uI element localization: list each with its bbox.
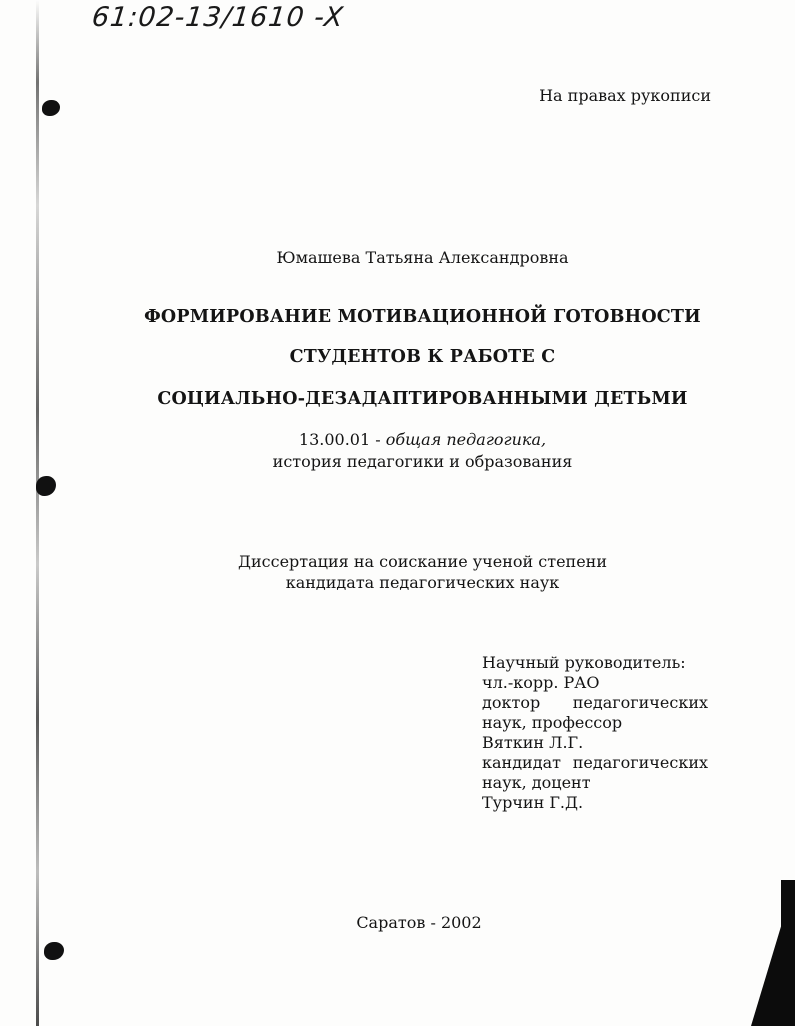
rights-note: На правах рукописи bbox=[539, 86, 711, 105]
supervisor-2-title: наук, доцент bbox=[482, 773, 591, 792]
author-name: Юмашева Татьяна Александровна bbox=[276, 248, 569, 267]
supervisor-2-degree bbox=[482, 753, 708, 773]
specialty-line-2: история педагогики и образования bbox=[272, 452, 573, 471]
supervisor-2-degree-word: кандидат bbox=[482, 753, 561, 772]
handwritten-catalogue-number: 61:02-13/1610 -X bbox=[90, 2, 346, 33]
supervisor-2-degree-field: педагогических bbox=[572, 753, 708, 772]
scan-edge-shadow-fill bbox=[781, 880, 795, 1026]
supervisors-heading: Научный руководитель: bbox=[482, 653, 686, 672]
dissertation-line-2: кандидата педагогических наук bbox=[285, 573, 560, 592]
dissertation-line-1: Диссертация на соискание ученой степени bbox=[237, 552, 607, 571]
specialty-line-1 bbox=[0, 430, 795, 449]
supervisor-1-name: Вяткин Л.Г. bbox=[482, 733, 584, 752]
supervisor-1-title: наук, профессор bbox=[482, 713, 623, 732]
specialty-name: общая педагогика, bbox=[385, 430, 547, 449]
punch-hole-mark bbox=[36, 476, 56, 496]
punch-hole-mark bbox=[42, 100, 60, 116]
specialty-code: 13.00.01 - bbox=[298, 430, 381, 449]
title-line-1: ФОРМИРОВАНИЕ МОТИВАЦИОННОЙ ГОТОВНОСТИ bbox=[144, 307, 701, 327]
punch-hole-mark bbox=[44, 942, 64, 960]
title-line-3: СОЦИАЛЬНО-ДЕЗАДАПТИРОВАННЫМИ ДЕТЬМИ bbox=[157, 389, 688, 409]
binding-edge-shadow bbox=[36, 0, 39, 1026]
supervisor-1-degree-field: педагогических bbox=[572, 693, 708, 712]
city-year: Саратов - 2002 bbox=[356, 913, 482, 932]
supervisor-1-degree-word: доктор bbox=[482, 693, 541, 712]
supervisor-1-degree bbox=[482, 693, 708, 713]
supervisors-block bbox=[482, 653, 708, 813]
title-line-2: СТУДЕНТОВ К РАБОТЕ С bbox=[289, 347, 556, 367]
supervisor-2-name: Турчин Г.Д. bbox=[482, 793, 584, 812]
supervisor-1-rank: чл.-корр. РАО bbox=[482, 673, 600, 692]
